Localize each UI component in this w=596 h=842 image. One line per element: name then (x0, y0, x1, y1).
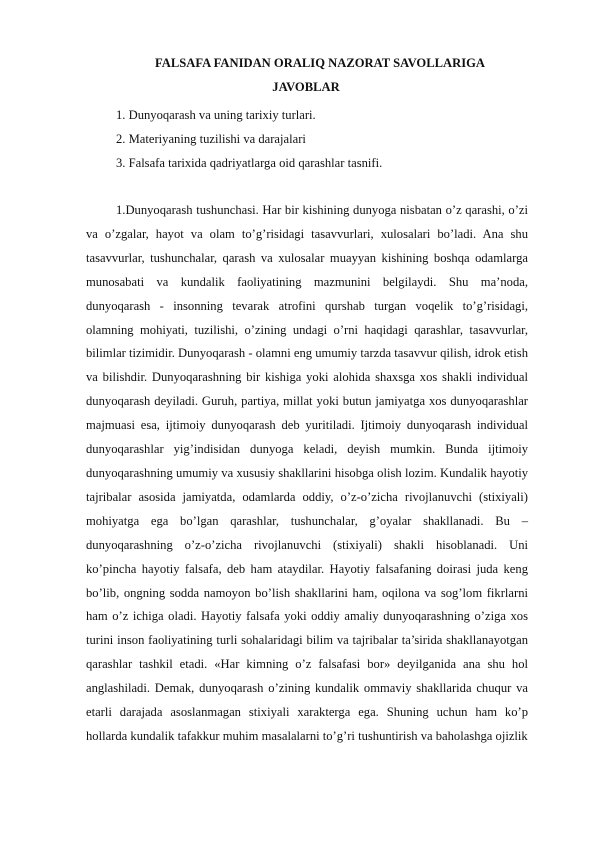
question-list (116, 103, 382, 175)
question-item: 1. Dunyoqarash va uning tarixiy turlari. (116, 108, 316, 122)
question-item: 3. Falsafa tarixida qadriyatlarga oid qarashlar tasnifi. (116, 156, 383, 170)
answer-paragraph: 1.Dunyoqarash tushunchasi. Har bir kishining dunyoga nisbatan o’z qarashi, o’zi va o’zgalar, hayot va olam to’g’risidagi tasavvurlari, xulosalari bo’ladi. Ana shu tasavvurlar, tushunchalar, qarash va xulosalar muayyan kishining boshqa odamlarga munosabati va kundalik faoliyatining mazmunini belgilaydi. Shu ma’noda, dunyoqarash - insonning tevarak atrofini qurshab turgan voqelik to’g’risidagi, olamning mohiyati, tuzilishi, o’zining undagi o’rni haqidagi qarashlar, tasavvurlar, bilimlar tizimidir. Dunyoqarash - olamni eng umumiy tarzda tasavvur qilish, idrok etish va bilishdir. Dunyoqarashning bir kishiga yoki alohida shaxsga xos shakli individual dunyoqarash deyiladi. Guruh, partiya, millat yoki butun jamiyatga xos dunyoqarashlar majmuasi esa, ijtimoiy dunyoqarash deb yuritiladi. Ijtimoiy dunyoqarash individual dunyoqarashlar yig’indisidan dunyoga keladi, deyish mumkin. Bunda ijtimoiy dunyoqarashning umumiy va xususiy shakllarini hisobga olish lozim. Kundalik hayotiy tajribalar asosida jamiyatda, odamlarda oddiy, o’z-o’zicha rivojlanuvchi (stixiyali) mohiyatga ega bo’lgan qarashlar, tushunchalar, g’oyalar shakllanadi. Bu – dunyoqarashning o’z-o’zicha rivojlanuvchi (stixiyali) shakli hisoblanadi. Uni ko’pincha hayotiy falsafa, deb ham ataydilar. Hayotiy falsafaning doirasi juda keng bo’lib, ongning sodda namoyon bo’lish shakllarini ham, oqilona va sog’lom fikrlarni ham o’z ichiga oladi. Hayotiy falsafa yoki oddiy amaliy dunyoqarashning o’ziga xos turini inson faoliyatining turli sohalaridagi bilim va tajribalar ta’sirida shakllanayotgan qarashlar tashkil etadi. «Har kimning o’z falsafasi bor» deyilganida ana shu hol anglashiladi. Demak, dunyoqarash o’zining kundalik ommaviy shakllarida chuqur va etarli darajada asoslanmagan stixiyali xarakterga ega. Shuning uchun ham ko’p hollarda kundalik tafakkur muhim masalalarni to’g’ri tushuntirish va baholashga ojizlik (86, 203, 528, 743)
document-title-continuation: JAVOBLAR (272, 80, 340, 94)
document-title: FALSAFA FANIDAN ORALIQ NAZORAT SAVOLLARIGA (154, 56, 486, 70)
question-item: 2. Materiyaning tuzilishi va darajalari (116, 132, 306, 146)
